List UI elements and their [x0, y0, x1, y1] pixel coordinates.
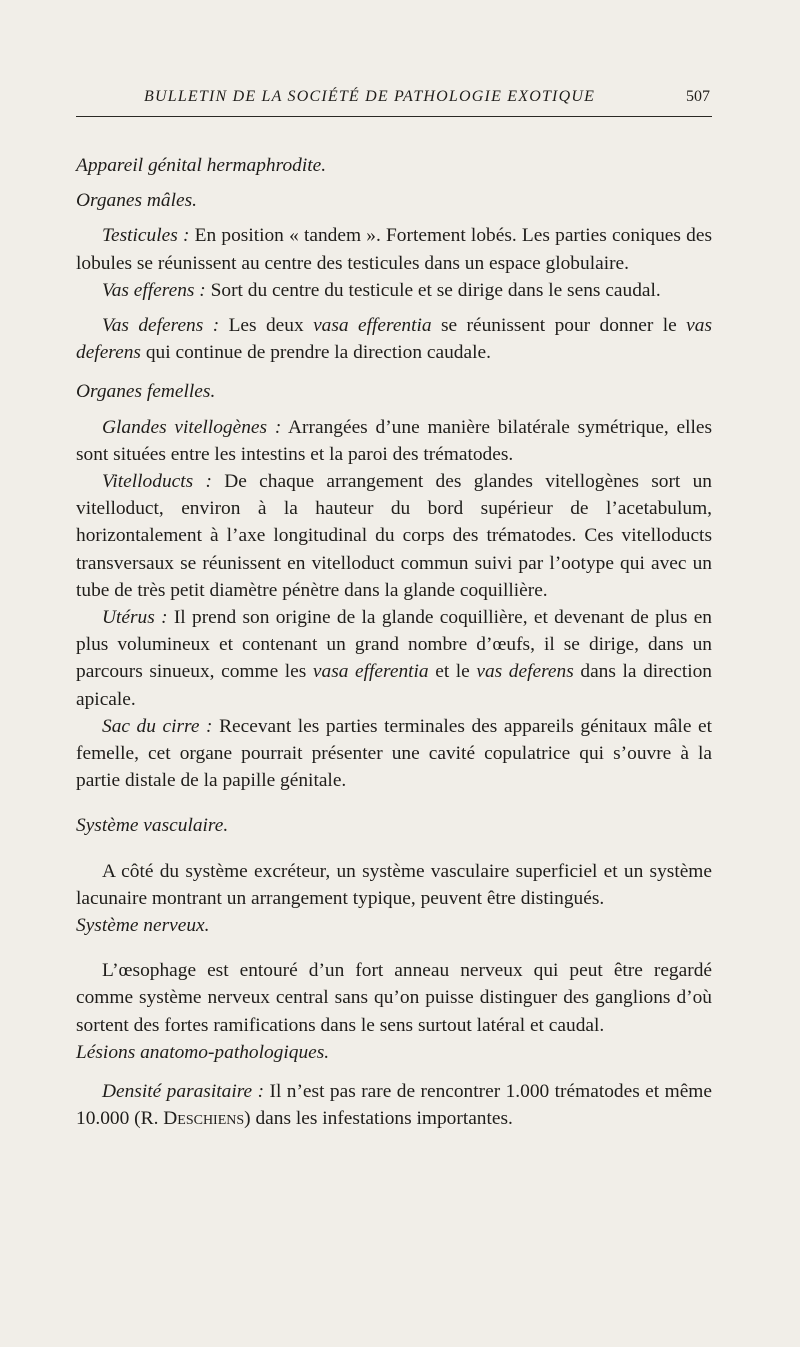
paragraph-sac-du-cirre [76, 713, 712, 795]
term-vasa-efferentia-2: vasa efferentia [312, 661, 429, 683]
text-vitelloducts: De chaque arrangement des glandes vitellogènes sort un vitelloduct, environ à la hauteur du bord supérieur de l’acetabulum, horizontalement à l’axe longitudinal du corps des trématodes. Ces vitelloducts transversaux se réunissent en vitelloduct commun suivi par l’ootype qui avec un tube de très petit diamètre pénètre dans la glande coquillière. [76, 471, 712, 601]
paragraph-glandes [76, 414, 712, 468]
text-vas-deferens-c: qui continue de prendre la direction caudale. [140, 342, 491, 364]
subheading-organes-femelles: Organes femelles. [76, 381, 216, 403]
text-uterus-b: et le [428, 661, 477, 683]
term-vasa-efferentia: vasa efferentia [313, 315, 432, 337]
text-vas-efferens: Sort du centre du testicule et se dirige dans le sens caudal. [205, 279, 661, 301]
paragraph-vas-deferens [76, 312, 712, 366]
paragraph-densite [76, 1078, 712, 1132]
term-glandes: Glandes vitellogènes : [102, 416, 282, 438]
text-testicules: En position « tandem ». Fortement lobés. Les parties coniques des lobules se réunissent au centre des testicules dans un espace globulaire. [76, 225, 712, 274]
paragraph-nerveux: L’œsophage est entouré d’un fort anneau nerveux qui peut être regardé comme système nerveux central sans qu’on puisse distinguer des ganglions d’où sortent des fortes ramifications dans le sens surtout latéral et caudal. [76, 960, 712, 1036]
text-sac-du-cirre: Recevant les parties terminales des appareils génitaux mâle et femelle, cet organe pourrait présenter une cavité copulatrice qui s’ouvre à la partie distale de la papille génitale. [76, 715, 712, 792]
running-title: BULLETIN DE LA SOCIÉTÉ DE PATHOLOGIE EXOTIQUE [144, 88, 596, 105]
page-header [76, 88, 712, 114]
term-vas-efferens: Vas efferens : [102, 279, 206, 301]
heading-systeme-nerveux: Système nerveux. [76, 915, 210, 937]
heading-systeme-vasculaire: Système vasculaire. [76, 815, 229, 837]
heading-lesions: Lésions anatomo-pathologiques. [76, 1041, 330, 1063]
text-vas-deferens-a: Les deux [219, 315, 314, 337]
header-rule [76, 116, 712, 117]
text-uterus-c: dans la direction apicale. [76, 661, 712, 710]
paragraph-vas-efferens [76, 277, 712, 304]
text-densite-a: Il n’est pas rare de rencontrer 1.000 trématodes et même 10.000 (R. [76, 1081, 712, 1130]
term-vas-deferens-inline: vas deferens [76, 315, 713, 364]
text-uterus-a: Il prend son origine de la glande coquillière, et devenant de plus en plus volumineux et contenant un grand nombre d’œufs, il se dirige, dans un parcours sinueux, comme les [76, 607, 712, 683]
text-densite-b: ) dans les infestations importantes. [244, 1108, 513, 1130]
page-body [76, 152, 712, 1133]
term-sac-du-cirre: Sac du cirre : [102, 715, 213, 737]
paragraph-testicules [76, 222, 712, 276]
term-testicules: Testicules : [102, 225, 190, 247]
paragraph-vitelloducts [76, 468, 712, 604]
term-densite: Densité parasitaire : [102, 1081, 265, 1103]
term-vas-deferens: Vas deferens : [102, 315, 220, 337]
text-vas-deferens-b: se réunissent pour donner le [431, 315, 687, 337]
term-vas-deferens-2: vas deferens [476, 661, 574, 683]
page-number: 507 [686, 88, 710, 105]
heading-appareil-genital: Appareil génital hermaphrodite. [76, 155, 327, 176]
subheading-organes-males: Organes mâles. [76, 190, 198, 212]
term-vitelloducts: Vitelloducts : [102, 471, 212, 493]
paragraph-uterus [76, 604, 712, 713]
author-deschiens: Deschiens [163, 1108, 245, 1130]
paragraph-vasculaire: A côté du système excréteur, un système vasculaire superficiel et un système lacunaire montrant un arrangement typique, peuvent être distingués. [76, 860, 712, 909]
term-uterus: Utérus : [102, 607, 168, 629]
text-glandes: Arrangées d’une manière bilatérale symétrique, elles sont situées entre les intestins et la paroi des trématodes. [76, 416, 713, 465]
